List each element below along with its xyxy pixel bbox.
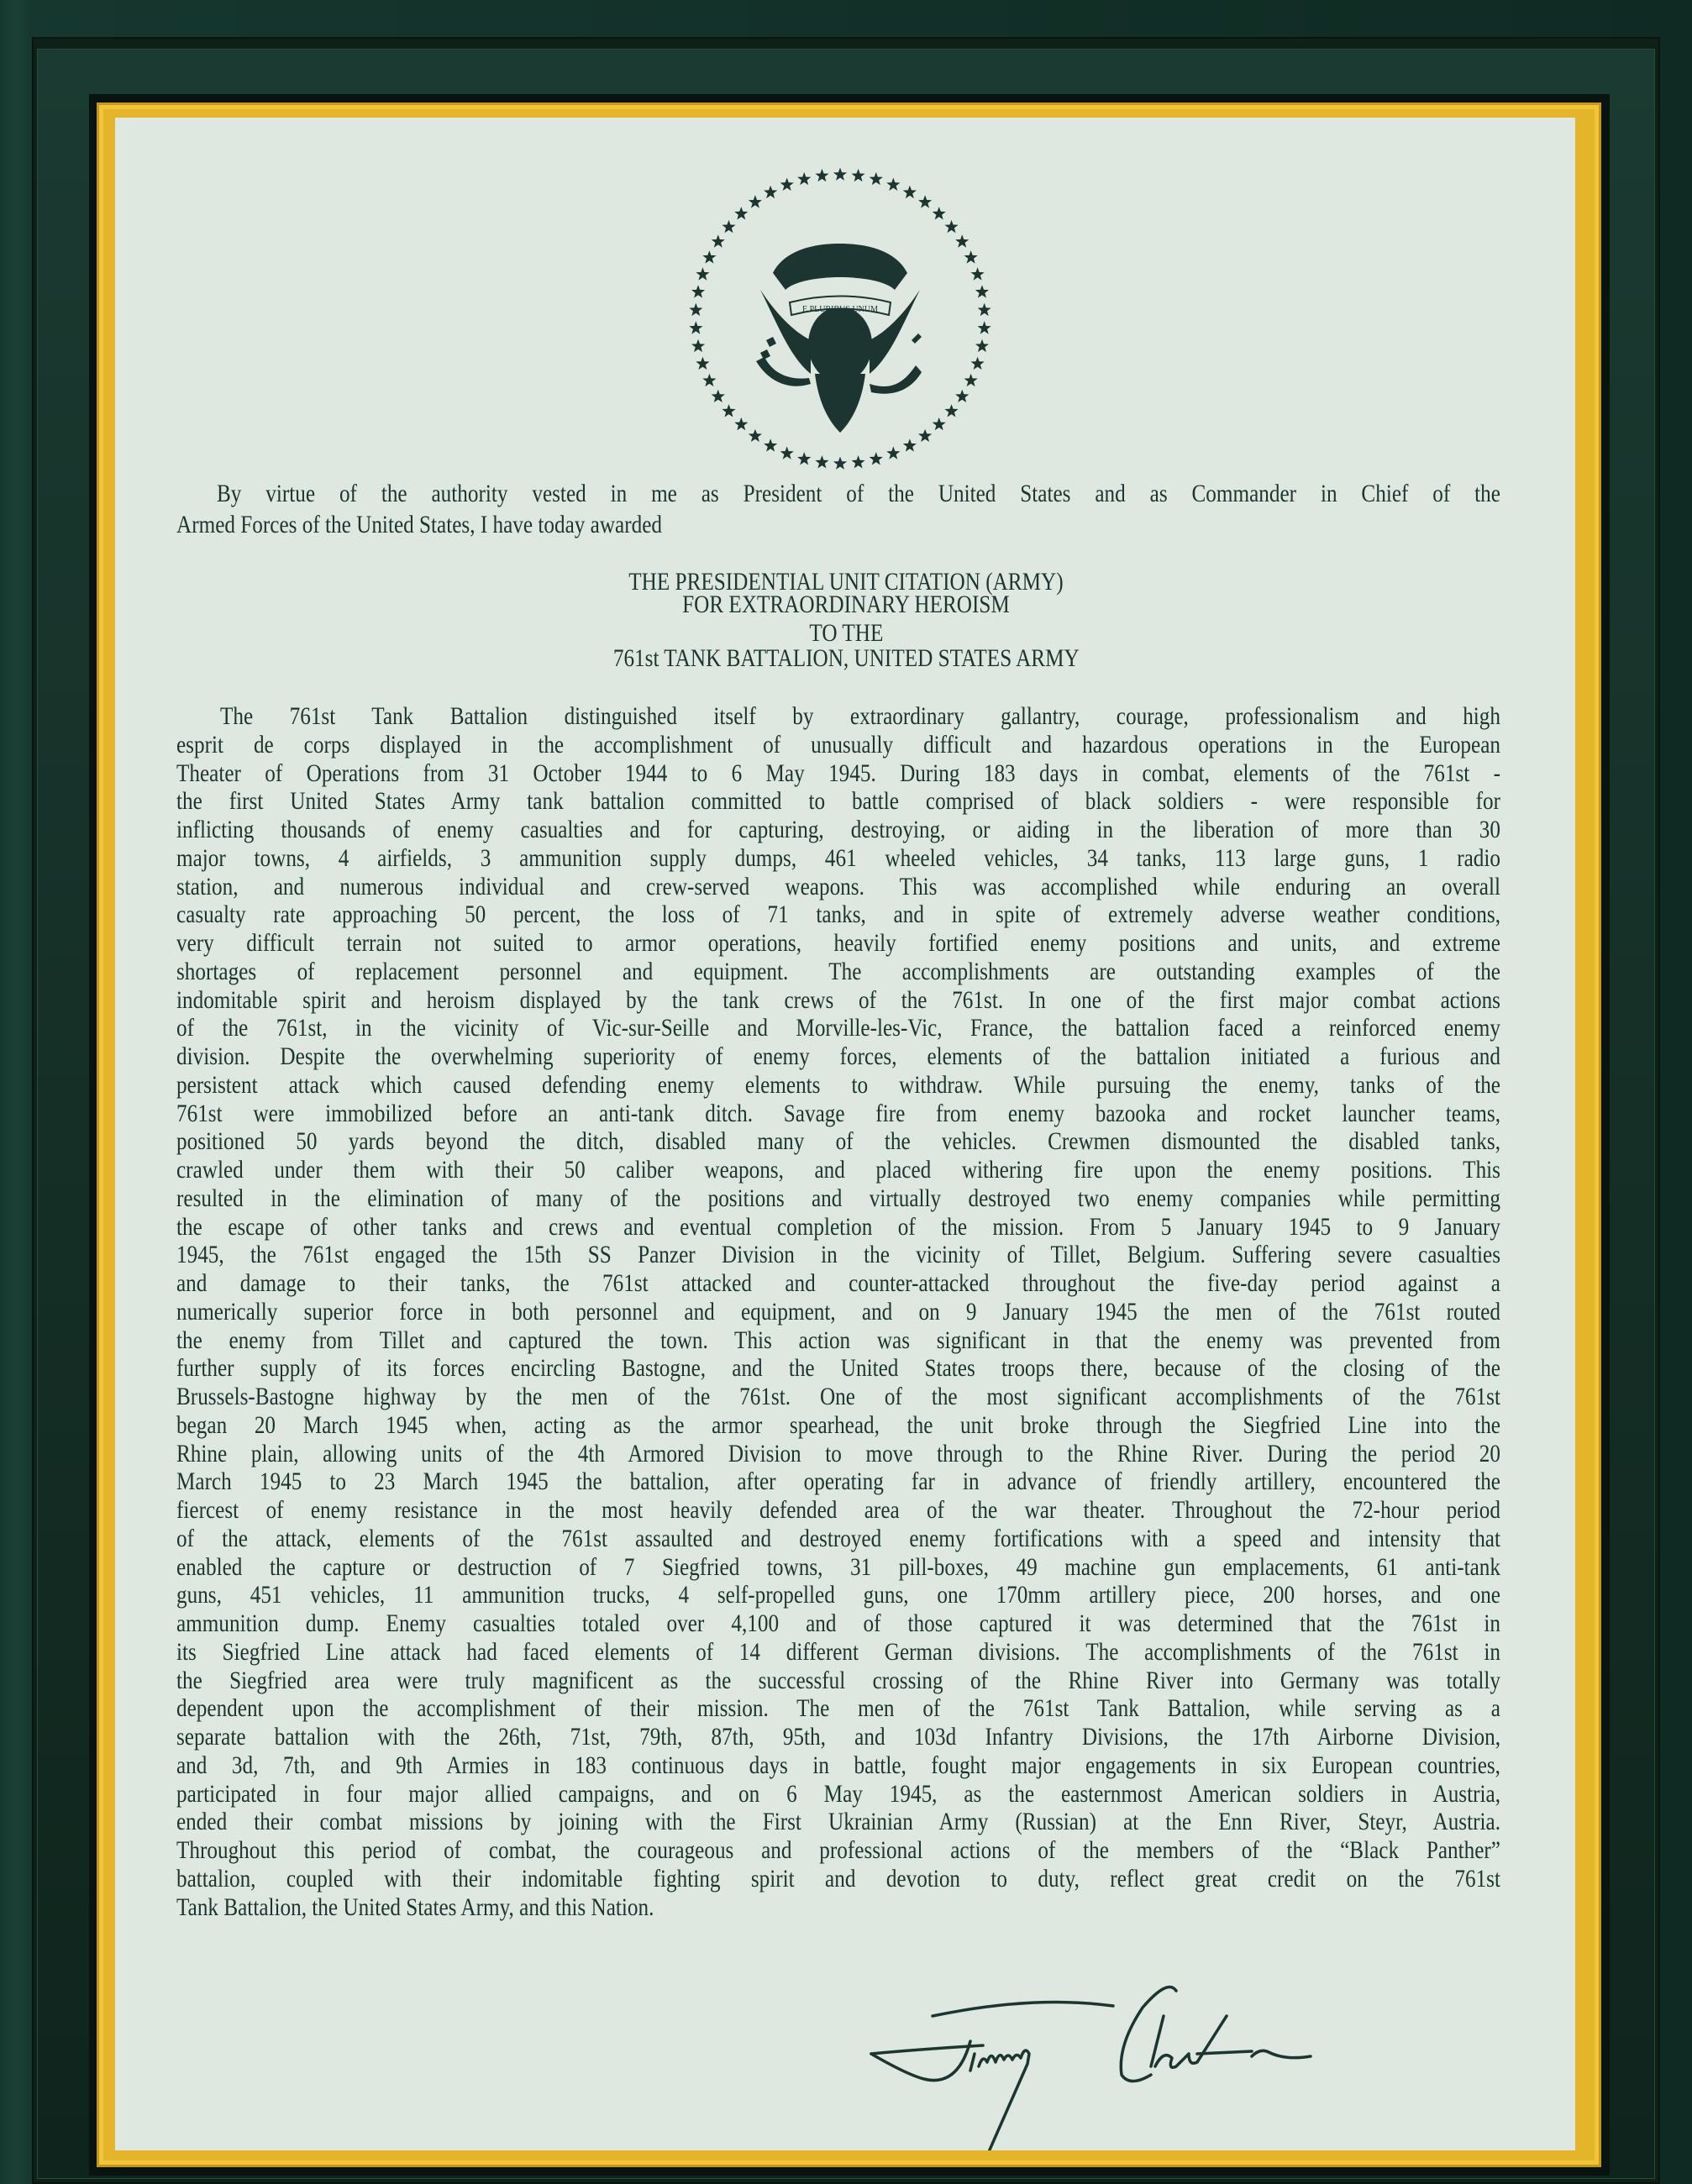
body-line [176,1411,1500,1440]
body-line [176,816,1500,844]
body-line [176,1440,1500,1468]
body-text: Tank Battalion, the United States Army, and this Nation. [176,1893,654,1921]
body-line [176,1694,1500,1723]
body-line [176,1071,1500,1100]
body-text: the Siegfried area were truly magnificent as the successful crossing of the Rhine River into Germany was totally [176,1666,1500,1694]
star-icon [764,186,777,198]
body-line [176,844,1500,873]
body-text: its Siegfried Line attack had faced elements of 14 different German divisions. The accomplishments of the 761st in [176,1637,1500,1666]
star-icon [780,446,794,459]
star-icon [955,390,969,402]
body-text: indomitable spirit and heroism displayed by the tank crews of the 761st. In one of the first major combat actions [176,985,1500,1014]
star-icon [964,250,978,263]
body-line [220,702,1500,731]
body-text: guns, 451 vehicles, 11 ammunition trucks, 4 self-propelled guns, one 170mm artillery piece, 200 horses, and one [176,1581,1500,1609]
body-line [176,1184,1500,1213]
star-icon [696,357,709,370]
star-icon [971,357,985,370]
body-text: the first United States Army tank battalion committed to battle comprised of black soldiers - were responsible for [176,787,1500,816]
star-icon [764,438,777,451]
body-line [176,1865,1500,1893]
presidential-seal [685,164,996,475]
body-line [176,1780,1500,1809]
star-icon [918,195,932,207]
body-text: 761st were immobilized before an anti-tank ditch. Savage fire from enemy bazooka and rocket launcher teams, [176,1099,1500,1127]
star-icon [797,452,811,465]
star-icon [712,234,725,247]
star-icon [722,220,735,233]
title-line [0,619,1692,648]
body-line [176,1525,1500,1553]
body-text: casualty rate approaching 50 percent, the loss of 71 tanks, and in spite of extremely adverse weather conditions, [176,900,1500,929]
body-line [176,1893,654,1922]
star-icon [722,404,735,417]
body-text: very difficult terrain not suited to armor operations, heavily fortified enemy positions and units, and extreme [176,929,1500,957]
star-icon [702,250,716,263]
star-icon [971,267,985,280]
body-text: of the attack, elements of the 761st assaulted and destroyed enemy fortifications with a speed and intensity that [176,1524,1500,1552]
body-line [176,986,1500,1015]
star-icon [975,285,989,297]
star-icon [691,339,705,352]
title-text: TO THE [809,619,883,647]
body-text: the enemy from Tillet and captured the town. This action was significant in that the enemy was prevented from [176,1326,1500,1354]
star-icon [702,374,716,386]
body-line [176,1609,1500,1638]
body-line [176,1127,1500,1156]
body-line [176,958,1500,986]
body-line [176,1496,1500,1525]
body-text: and damage to their tanks, the 761st attacked and counter-attacked throughout the five-day period against a [176,1269,1500,1297]
star-icon [944,404,958,417]
body-line [176,1467,1500,1496]
star-icon [903,186,917,198]
star-icon [978,303,991,316]
body-line [176,1383,1500,1411]
title-text: 761st TANK BATTALION, UNITED STATES ARMY [612,644,1080,672]
body-line [176,1213,1500,1242]
star-icon [975,339,989,352]
body-line [176,1638,1500,1667]
body-text: 1945, the 761st engaged the 15th SS Panzer Division in the vicinity of Tillet, Belgium. Suffering severe casualties [176,1241,1500,1269]
body-text: shortages of replacement personnel and equipment. The accomplishments are outstanding examples of the [176,957,1500,985]
body-text: ammunition dump. Enemy casualties totaled over 4,100 and of those captured it was determined that the 761st in [176,1609,1500,1637]
star-icon [886,178,900,191]
body-line [176,873,1500,901]
star-icon [852,455,865,468]
body-line [176,1156,1500,1184]
body-text: dependent upon the accomplishment of their mission. The men of the 761st Tank Battalion, while serving as a [176,1694,1500,1723]
body-line [176,1553,1500,1582]
star-icon [691,285,705,297]
star-icon [978,321,991,333]
body-text: March 1945 to 23 March 1945 the battalion, after operating far in advance of friendly artillery, encountered the [176,1467,1500,1496]
body-text: separate battalion with the 26th, 71st, 79th, 87th, 95th, and 103d Infantry Divisions, the 17th Airborne Division, [176,1723,1500,1751]
body-text: further supply of its forces encircling Bastogne, and the United States troops there, because of the closing of the [176,1354,1500,1383]
body-text: began 20 March 1945 when, acting as the armor spearhead, the unit broke through the Siegfried Line into the [176,1410,1500,1439]
body-text: The 761st Tank Battalion distinguished itself by extraordinary gallantry, courage, professionalism and high [220,702,1500,730]
star-icon [749,429,762,442]
body-line [176,759,1500,788]
body-line [176,1042,1500,1071]
title-text: THE PRESIDENTIAL UNIT CITATION (ARMY) [628,568,1064,596]
body-text: Throughout this period of combat, the courageous and professional actions of the members of the “Black Panther” [176,1836,1500,1864]
body-text: Rhine plain, allowing units of the 4th Armored Division to move through to the Rhine River. During the period 20 [176,1439,1500,1467]
star-icon [712,390,725,402]
seal-motto: E PLURIBUS UNUM [801,305,879,314]
body-line [176,787,1500,816]
body-text: fiercest of enemy resistance in the most heavily defended area of the war theater. Throughout the 72-hour period [176,1496,1500,1524]
body-text: station, and numerous individual and crew-served weapons. This was accomplished while enduring an overall [176,872,1500,900]
body-text: Brussels-Bastogne highway by the men of the 761st. One of the most significant accomplishments of the 761st [176,1383,1500,1410]
star-icon [833,168,847,181]
body-text: ended their combat missions by joining with the First Ukrainian Army (Russian) at the Enn River, Steyr, Austria. [176,1808,1500,1836]
signature [865,1982,1361,2150]
body-line [176,1269,1500,1298]
body-text: numerically superior force in both personnel and equipment, and on 9 January 1945 the men of the 761st routed [176,1297,1500,1326]
body-text: the escape of other tanks and crews and eventual completion of the mission. From 5 January 1945 to 9 January [176,1212,1500,1241]
body-text: division. Despite the overwhelming superiority of enemy forces, elements of the battalion initiated a furious and [176,1042,1500,1070]
intro-line [217,480,1500,508]
star-icon [833,457,847,470]
star-icon [797,172,811,185]
body-text: crawled under them with their 50 caliber weapons, and placed withering fire upon the enemy positions. This [176,1156,1500,1184]
star-icon [944,220,958,233]
star-icon [815,169,828,181]
body-text: esprit de corps displayed in the accomplishment of unusually difficult and hazardous operations in the European [176,730,1500,759]
body-text: battalion, coupled with their indomitable fighting spirit and devotion to duty, reflect great credit on the 761st [176,1864,1500,1893]
body-line [176,1836,1500,1865]
body-line [176,900,1500,929]
star-icon [870,172,883,185]
body-line [176,731,1500,759]
star-icon [903,438,917,451]
star-icon [734,207,748,219]
star-icon [749,195,762,207]
body-text: persistent attack which caused defending enemy elements to withdraw. While pursuing the enemy, tanks of the [176,1070,1500,1099]
title-text: FOR EXTRAORDINARY HEROISM [682,591,1010,618]
body-text: inflicting thousands of enemy casualties and for capturing, destroying, or aiding in the liberation of more than 30 [176,816,1500,843]
star-icon [918,429,932,442]
body-line [176,1100,1500,1128]
intro-text: Armed Forces of the United States, I have today awarded [176,511,663,538]
body-text: and 3d, 7th, and 9th Armies in 183 continuous days in battle, fought major engagements in six European countries, [176,1751,1500,1779]
star-icon [886,446,900,459]
body-text: participated in four major allied campaigns, and on 6 May 1945, as the easternmost American soldiers in Austria, [176,1779,1500,1808]
star-icon [964,374,978,386]
star-icon [933,417,946,430]
star-icon [815,455,828,468]
body-text: resulted in the elimination of many of the positions and virtually destroyed two enemy companies while permitting [176,1184,1500,1212]
intro-text: By virtue of the authority vested in me as President of the United States and as Commander in Chief of the [217,480,1500,507]
body-text: enabled the capture or destruction of 7 Siegfried towns, 31 pill-boxes, 49 machine gun emplacements, 61 anti-tank [176,1552,1500,1581]
star-icon [780,178,794,191]
body-text: Theater of Operations from 31 October 1944 to 6 May 1945. During 183 days in combat, elements of the 761st - [176,759,1500,787]
body-line [176,1354,1500,1383]
star-icon [734,417,748,430]
star-icon [689,303,702,316]
body-text: of the 761st, in the vicinity of Vic-sur-Seille and Morville-les-Vic, France, the battalion faced a reinforced enemy [176,1014,1500,1042]
star-icon [689,321,702,333]
star-icon [870,452,883,465]
body-line [176,929,1500,958]
body-text: major towns, 4 airfields, 3 ammunition supply dumps, 461 wheeled vehicles, 34 tanks, 113 large guns, 1 radio [176,843,1500,872]
body-line [176,1298,1500,1326]
body-line [176,1241,1500,1269]
intro-line [176,511,662,539]
body-line [176,1667,1500,1695]
star-icon [696,267,709,280]
body-line [176,1581,1500,1609]
body-line [176,1751,1500,1780]
title-line [0,591,1692,619]
body-line [176,1808,1500,1836]
body-line [176,1723,1500,1751]
body-line [176,1326,1500,1355]
body-text: positioned 50 yards beyond the ditch, disabled many of the vehicles. Crewmen dismounted the disabled tanks, [176,1127,1500,1156]
star-icon [955,234,969,247]
eagle-icon [756,244,922,433]
body-line [176,1014,1500,1042]
star-icon [852,169,865,181]
title-line [0,644,1692,673]
star-icon [933,207,946,219]
